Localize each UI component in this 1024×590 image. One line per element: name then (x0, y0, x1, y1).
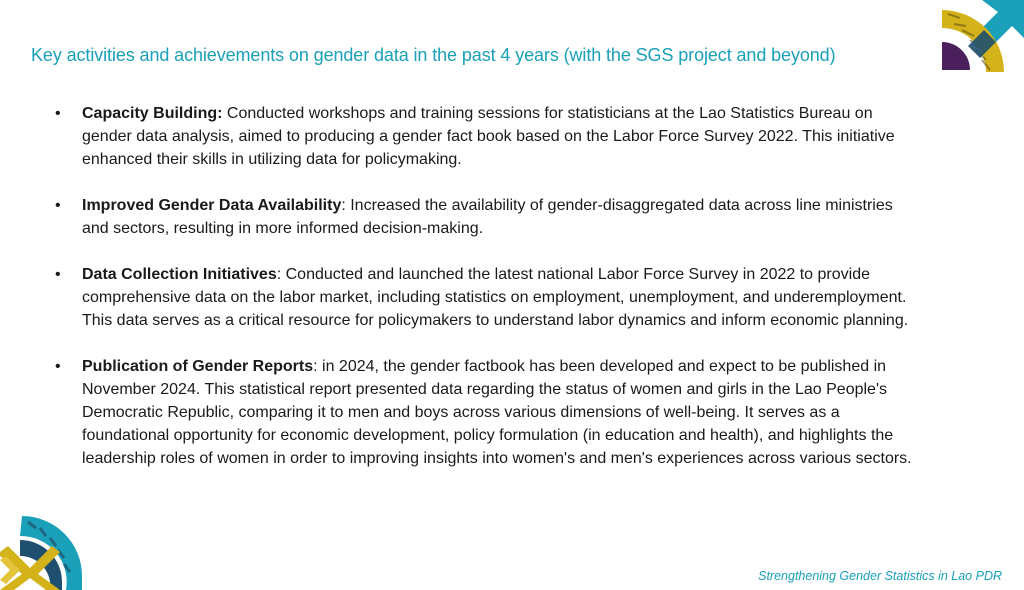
bullet-data-collection (55, 263, 915, 332)
bullet-text: Conducted workshops and training sessions for statisticians at the Lao Statistics Bureau on gender data analysis, aimed to producing a gender fact book based on the Labor Force Survey 2022. This initiative enhanced their skills in utilizing data for policymaking. (82, 105, 895, 168)
gender-pattern-logo-icon (0, 516, 84, 590)
bullet-text: : in 2024, the gender factbook has been developed and expect to be published in November 2024. This statistical report presented data regarding the status of women and girls in the Lao People's Democratic Republic, comparing it to men and boys across various dimensions of well-being. It serves as a foundational opportunity for economic development, policy formulation (in education and health), and highlights the leadership roles of women in order to improving insights into women's and men's experiences across various sectors. (82, 358, 912, 467)
bullet-heading: Publication of Gender Reports (82, 358, 314, 375)
bullet-list (55, 102, 915, 493)
slide-title: Key activities and achievements on gender data in the past 4 years (with the SGS project and beyond) (31, 45, 836, 65)
bullet-text: : Increased the availability of gender-disaggregated data across line ministries and sectors, resulting in more informed decision-making. (82, 197, 893, 237)
bullet-text: : Conducted and launched the latest national Labor Force Survey in 2022 to provide comprehensive data on the labor market, including statistics on employment, unemployment, and underemployment. This data serves as a critical resource for policymakers to understand labor dynamics and inform economic planning. (82, 266, 909, 329)
bullet-heading: Capacity Building: (82, 105, 223, 122)
bullet-publication-reports (55, 355, 915, 470)
bullet-heading: Data Collection Initiatives (82, 266, 277, 283)
bullet-improved-gender-data (55, 194, 915, 240)
bullet-capacity-building (55, 102, 915, 171)
footer-tagline: Strengthening Gender Statistics in Lao PDR (758, 569, 1002, 583)
bullet-icon: • (55, 197, 61, 214)
bullet-icon: • (55, 105, 61, 122)
bullet-icon: • (55, 358, 61, 375)
bullet-heading: Improved Gender Data Availability (82, 197, 342, 214)
bullet-icon: • (55, 266, 61, 283)
gender-symbol-logo-icon (940, 0, 1024, 74)
